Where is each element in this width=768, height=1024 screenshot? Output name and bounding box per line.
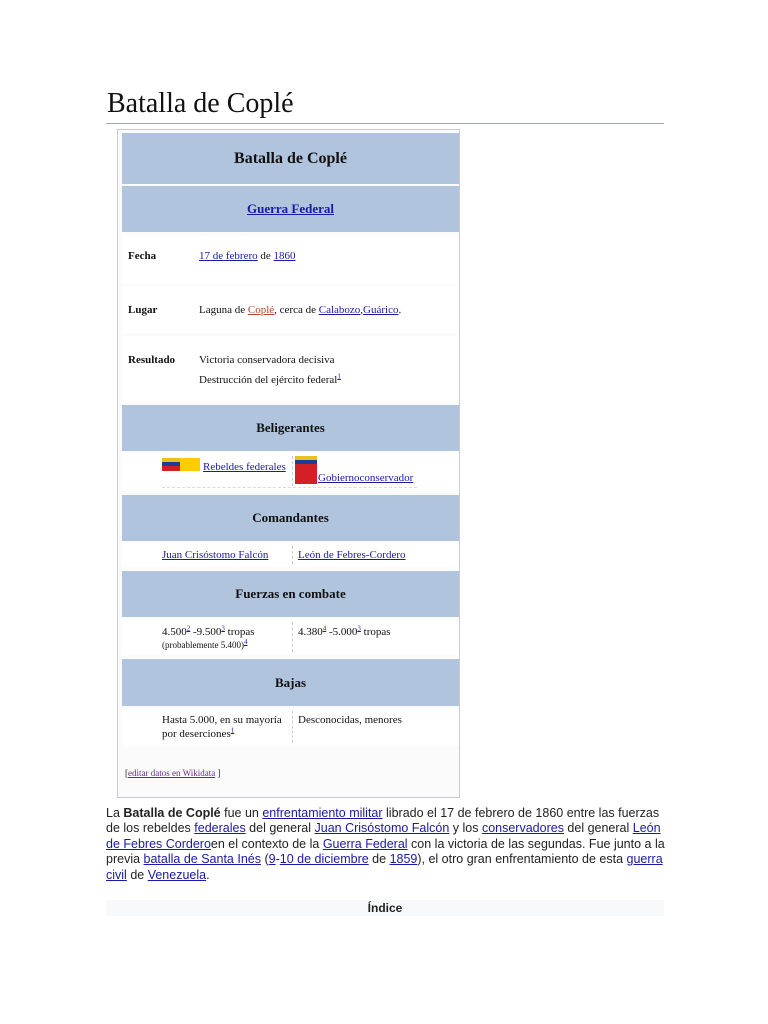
fuerzas-conservador-max: -5.000 — [326, 626, 358, 638]
article-link-federales[interactable]: federales — [194, 821, 246, 836]
fuerzas-conservador-unit: tropas — [360, 626, 391, 638]
resultado-line2-text: Destrucción del ejército federal — [199, 374, 338, 386]
article-text-3: librado el 17 de febrero de 1860 entre las fuerzas de los rebeldes — [106, 806, 660, 836]
article-text-5: y los — [449, 821, 482, 836]
article-bold-title: Batalla de Coplé — [123, 806, 221, 820]
article-link-santa-ines[interactable]: batalla de Santa Inés — [143, 852, 261, 867]
conservative-flag-icon — [295, 456, 317, 487]
bajas-federal-line2-text: por deserciones — [162, 728, 231, 740]
bajas-federal-line2 — [162, 728, 234, 741]
fecha-day-link[interactable]: 17 de febrero — [199, 250, 258, 262]
article-text-9: ( — [260, 852, 269, 867]
lugar-place-link[interactable]: Coplé — [247, 304, 275, 316]
infobox — [117, 129, 460, 798]
lugar-end-text: . — [398, 304, 402, 316]
fecha-value — [199, 246, 296, 266]
fuerzas-federal-note-text: (probablemente 5.400) — [162, 640, 244, 650]
article-link-enfrentamiento[interactable]: enfrentamiento militar — [262, 806, 383, 820]
fuerzas-federal-max: -9.500 — [190, 626, 222, 638]
fuerzas-conservador-value — [298, 626, 391, 639]
article-text-14: . — [206, 867, 210, 882]
resultado-line2 — [199, 370, 341, 390]
lugar-state-link[interactable]: Guárico — [363, 304, 399, 316]
bajas-federal-line1: Hasta 5.000, en su mayoría — [162, 714, 282, 726]
resultado-line1: Victoria conservadora decisiva — [199, 354, 335, 366]
article-text-8: con la victoria de las segundas. Fue junto a la previa — [106, 836, 665, 867]
article-link-venezuela[interactable]: Venezuela — [147, 867, 207, 882]
fecha-year-link[interactable]: 1860 — [273, 250, 296, 262]
article-text-2: fue un — [220, 806, 263, 820]
article-text-4: del general — [245, 821, 315, 836]
lugar-row — [122, 286, 459, 333]
wikidata-edit-row — [122, 750, 459, 795]
resultado-ref[interactable]: 1 — [337, 372, 341, 381]
article-text-11: de — [368, 852, 390, 867]
lugar-town-link[interactable]: Calabozo — [318, 304, 361, 316]
article-link-guerra-civil[interactable]: guerra civil — [106, 852, 663, 882]
comandantes-separator — [292, 546, 293, 564]
beligerantes-row — [122, 453, 459, 491]
fuerzas-federal-note — [162, 639, 247, 652]
wikidata-edit-close: ] — [215, 768, 221, 778]
lugar-sep-text: , — [360, 304, 364, 316]
lugar-label: Lugar — [128, 304, 158, 316]
article-text-10: - — [275, 852, 280, 867]
fuerzas-federal-min: 4.500 — [162, 626, 187, 638]
fuerzas-conservador-ref2[interactable]: 3 — [357, 624, 361, 633]
wikidata-edit — [125, 767, 220, 780]
article-link-guerra-federal[interactable]: Guerra Federal — [322, 836, 408, 851]
fuerzas-separator — [292, 622, 293, 652]
bajas-header: Bajas — [122, 659, 459, 706]
title-divider — [106, 123, 664, 124]
fuerzas-header: Fuerzas en combate — [122, 571, 459, 617]
lugar-mid-text: , cerca de — [274, 304, 319, 316]
comandante-febres-link[interactable]: León de Febres-Cordero — [298, 549, 406, 561]
article-link-falcon[interactable]: Juan Crisóstomo Falcón — [314, 821, 450, 836]
article-link-febres-cordero[interactable]: León de Febres Cordero — [106, 821, 661, 851]
conflict-link[interactable]: Guerra Federal — [247, 201, 334, 216]
wikidata-edit-link[interactable]: editar datos en Wikidata — [128, 768, 216, 778]
fuerzas-federal-note-ref[interactable]: 4 — [243, 638, 248, 646]
beligerante-federal-link[interactable]: Rebeldes federales — [203, 461, 286, 473]
fecha-label: Fecha — [128, 250, 157, 262]
wikidata-edit-open: [ — [125, 768, 128, 778]
fuerzas-federal-ref1[interactable]: 2 — [186, 624, 191, 633]
lugar-value — [199, 300, 401, 320]
fuerzas-federal-unit: tropas — [224, 626, 255, 638]
article-text-6: del general — [563, 821, 633, 836]
bajas-separator — [292, 711, 293, 743]
bajas-federal-ref[interactable]: 1 — [230, 726, 235, 735]
beligerantes-header: Beligerantes — [122, 405, 459, 451]
fuerzas-conservador-min: 4.380 — [298, 626, 323, 638]
infobox-title: Batalla de Coplé — [122, 133, 459, 184]
article-link-10-diciembre[interactable]: 10 de diciembre — [279, 852, 369, 867]
toc-header[interactable]: Índice — [106, 900, 664, 916]
fuerzas-federal-ref2[interactable]: 3 — [221, 624, 225, 633]
fuerzas-conservador-ref1[interactable]: 4 — [322, 624, 327, 633]
beligerantes-separator — [292, 456, 293, 486]
page-title: Batalla de Coplé — [107, 88, 294, 119]
beligerante-conservador-link[interactable]: Gobiernoconservador — [318, 472, 414, 484]
article-link-day-9[interactable]: 9 — [268, 852, 276, 867]
resultado-row — [122, 336, 459, 402]
article-link-conservadores[interactable]: conservadores — [481, 821, 564, 836]
article-paragraph — [106, 806, 666, 883]
beligerantes-bottom-rule — [162, 487, 417, 488]
article-text-1: La — [106, 806, 124, 820]
lugar-prefix-text: Laguna de — [199, 304, 248, 316]
fuerzas-federal-value — [162, 626, 255, 639]
infobox-conflict-row — [122, 186, 459, 232]
article-text-13: de — [126, 867, 148, 882]
fecha-row — [122, 236, 459, 284]
comandantes-header: Comandantes — [122, 495, 459, 541]
article-link-1859[interactable]: 1859 — [389, 852, 418, 867]
bajas-conservador-value: Desconocidas, menores — [298, 714, 402, 726]
federal-flag-icon — [162, 458, 200, 475]
comandante-falcon-link[interactable]: Juan Crisóstomo Falcón — [162, 549, 269, 561]
resultado-label: Resultado — [128, 354, 176, 366]
article-text-12: ), el otro gran enfrentamiento de esta — [417, 852, 627, 867]
fuerzas-row — [122, 619, 459, 655]
comandantes-row — [122, 543, 459, 567]
bajas-row — [122, 708, 459, 746]
fecha-de-text: de — [257, 250, 274, 262]
article-text-7: en el contexto de la — [210, 836, 323, 851]
